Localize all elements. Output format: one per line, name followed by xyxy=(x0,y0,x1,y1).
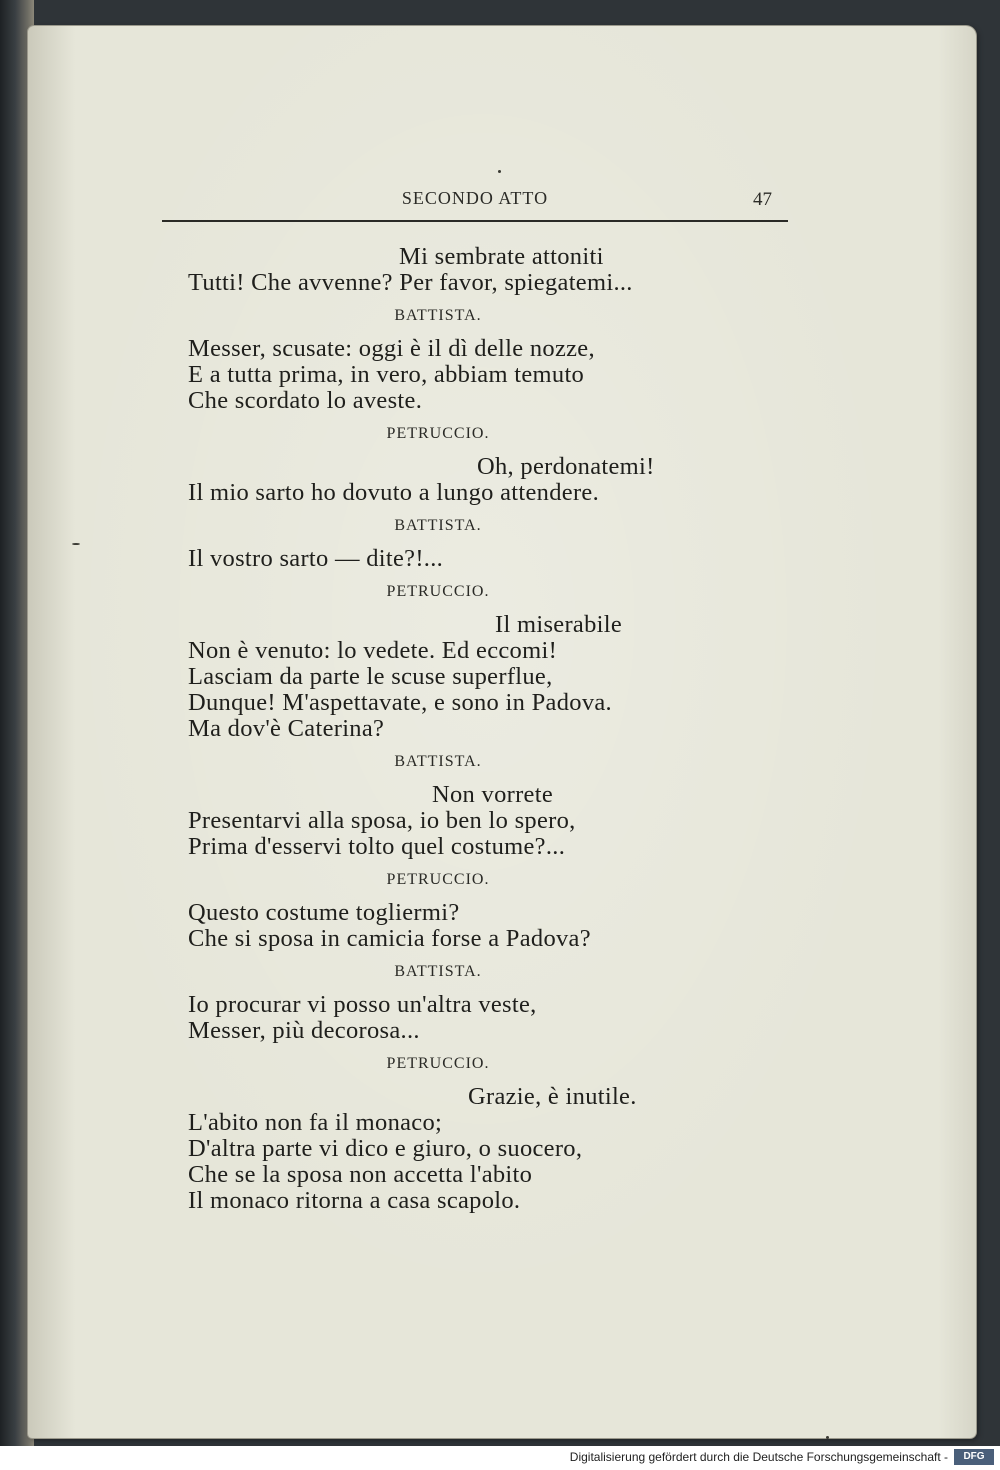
verse-line: Presentarvi alla sposa, io ben lo spero, xyxy=(188,807,576,834)
dfg-logo: DFG xyxy=(954,1449,994,1465)
verse-line: Grazie, è inutile. xyxy=(468,1083,637,1110)
verse-line: Questo costume togliermi? xyxy=(188,899,460,926)
verse-line: Dunque! M'aspettavate, e sono in Padova. xyxy=(188,689,612,716)
verse-line: Non vorrete xyxy=(432,781,553,808)
verse-line: Che scordato lo aveste. xyxy=(188,387,423,414)
verse-line: L'abito non fa il monaco; xyxy=(188,1109,443,1136)
verse-line: Io procurar vi posso un'altra veste, xyxy=(188,991,537,1018)
paper-speck xyxy=(72,543,80,545)
funding-credit: Digitalisierung gefördert durch die Deutsche Forschungsgemeinschaft - xyxy=(569,1450,948,1464)
page-number: 47 xyxy=(753,189,772,210)
digitization-footer xyxy=(0,1446,1000,1470)
verse-line: D'altra parte vi dico e giuro, o suocero, xyxy=(188,1135,583,1162)
paper-speck xyxy=(826,1436,829,1439)
speaker-name: PETRUCCIO. xyxy=(386,583,490,600)
verse-line: Il vostro sarto — dite?!... xyxy=(188,545,444,572)
speaker-name: BATTISTA. xyxy=(394,307,482,324)
verse-line: Tutti! Che avvenne? Per favor, spiegatemi... xyxy=(188,269,633,296)
speaker-name: PETRUCCIO. xyxy=(386,425,490,442)
verse-line: Messer, scusate: oggi è il dì delle nozze, xyxy=(188,335,595,362)
speaker-name: PETRUCCIO. xyxy=(386,871,490,888)
verse-line: Lasciam da parte le scuse superflue, xyxy=(188,663,553,690)
page-header xyxy=(162,186,788,222)
running-head: SECONDO ATTO xyxy=(401,188,549,208)
verse-line: Il monaco ritorna a casa scapolo. xyxy=(188,1187,521,1214)
verse-line: Prima d'esservi tolto quel costume?... xyxy=(188,833,566,860)
verse-line: Ma dov'è Caterina? xyxy=(188,715,385,742)
verse-line: E a tutta prima, in vero, abbiam temuto xyxy=(188,361,585,388)
verse-line: Messer, più decorosa... xyxy=(188,1017,420,1044)
verse-line: Il miserabile xyxy=(495,611,623,638)
speaker-name: BATTISTA. xyxy=(394,517,482,534)
speaker-name: PETRUCCIO. xyxy=(386,1055,490,1072)
verse-line: Non è venuto: lo vedete. Ed eccomi! xyxy=(188,637,558,664)
speaker-name: BATTISTA. xyxy=(394,753,482,770)
verse-line: Che si sposa in camicia forse a Padova? xyxy=(188,925,591,952)
verse-line: Oh, perdonatemi! xyxy=(477,453,655,480)
verse-line: Il mio sarto ho dovuto a lungo attendere. xyxy=(188,479,600,506)
verse-line: Che se la sposa non accetta l'abito xyxy=(188,1161,533,1188)
verse-line: Mi sembrate attoniti xyxy=(399,243,604,270)
paper-speck xyxy=(498,170,501,173)
speaker-name: BATTISTA. xyxy=(394,963,482,980)
verse-text xyxy=(188,244,788,1214)
